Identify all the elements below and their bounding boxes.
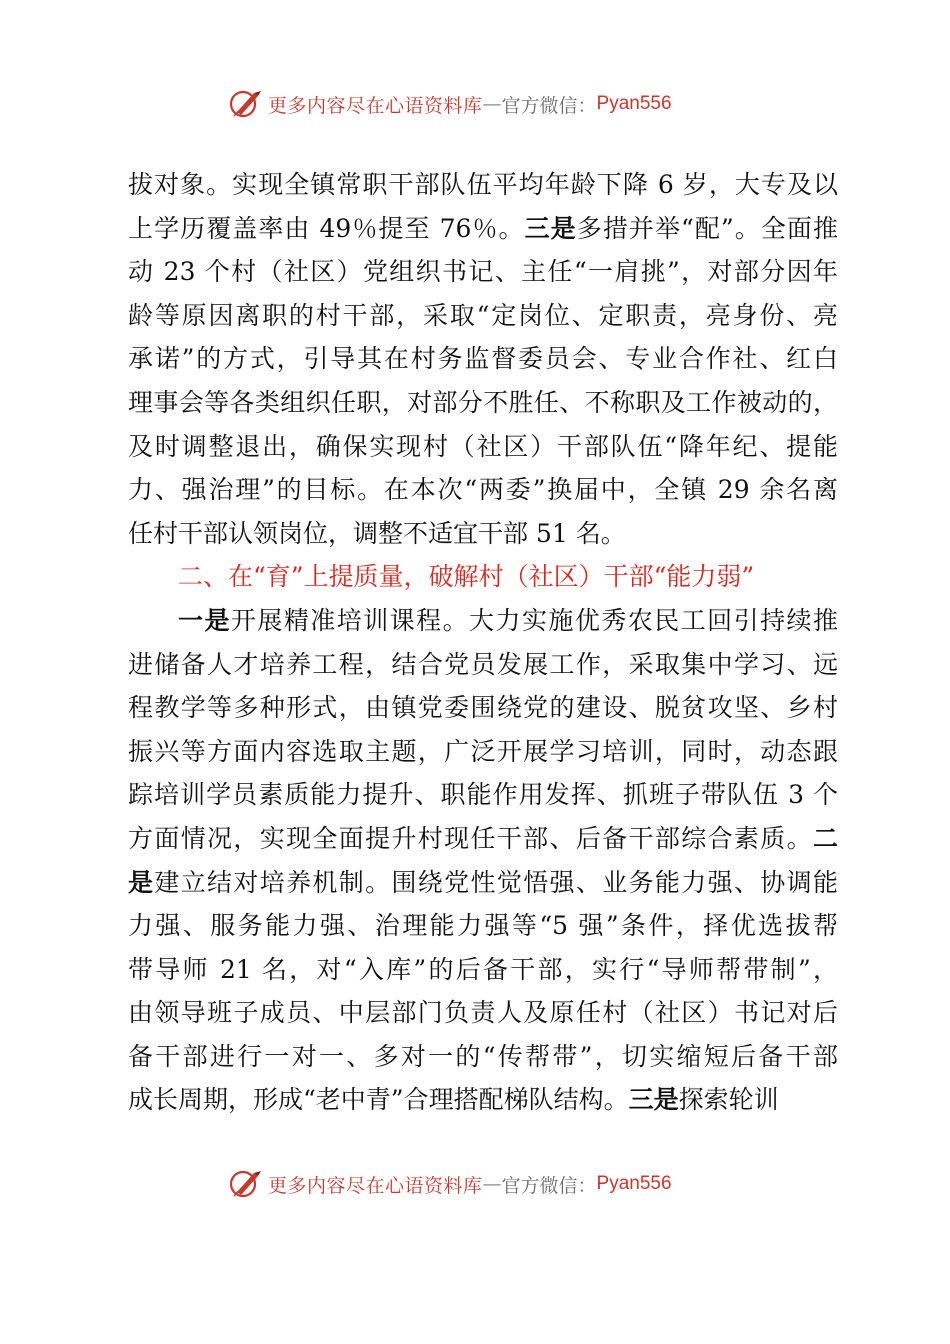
- text-segment: 开展精准培训课程。大力实施优秀农民工回引持续推: [230, 605, 838, 635]
- header-separator: —: [482, 93, 502, 115]
- text-line: [128, 468, 838, 512]
- document-body: [128, 163, 838, 1122]
- text-segment: 任村干部认领岗位，调整不适宜干部 51 名。: [128, 518, 626, 548]
- text-line: [128, 904, 838, 948]
- text-segment: 二、在“育”上提质量，破解村（社区）干部“能力弱”: [178, 562, 755, 592]
- text-segment: 龄等原因离职的村干部，采取“定岗位、定职责，亮身份、亮: [128, 300, 838, 330]
- text-line: [128, 599, 838, 643]
- text-segment: 及时调整退出，确保实现村（社区）干部队伍“降年纪、提能: [128, 431, 838, 461]
- footer-banner: [228, 1164, 748, 1204]
- text-line: [128, 381, 838, 425]
- text-segment: 上学历覆盖率由 49％提至 76％。: [128, 213, 525, 243]
- bold-lead-phrase: 二: [812, 823, 838, 853]
- text-line: [128, 1035, 838, 1079]
- text-line: [128, 948, 838, 992]
- header-wechat-label: 官方微信：: [501, 94, 597, 117]
- text-segment: 力、强治理”的目标。在本次“两委”换届中，全镇 29 余名离: [128, 475, 838, 505]
- text-line: [128, 817, 838, 861]
- text-segment: 备干部进行一对一、多对一的“传帮带”，切实缩短后备干部: [128, 1041, 838, 1071]
- text-segment: 动 23 个村（社区）党组织书记、主任“一肩挑”，对部分因年: [128, 257, 838, 287]
- text-line: [128, 163, 838, 207]
- text-segment: 拔对象。实现全镇常职干部队伍平均年龄下降 6 岁，大专及以: [128, 170, 838, 199]
- text-segment: 程教学等多种形式，由镇党委围绕党的建设、脱贫攻坚、乡村: [128, 693, 838, 723]
- text-line: [128, 1078, 838, 1122]
- text-segment: 方面情况，实现全面提升村现任干部、后备干部综合素质。: [128, 823, 813, 853]
- footer-wechat-id: Pyan556: [596, 1173, 672, 1194]
- text-line: [128, 294, 838, 338]
- text-line: [128, 425, 838, 469]
- bold-lead-phrase: 三是: [524, 213, 577, 243]
- text-line: [128, 861, 838, 905]
- bold-lead-phrase: 是: [128, 867, 155, 897]
- text-segment: 由领导班子成员、中层部门负责人及原任村（社区）书记对后: [128, 998, 838, 1028]
- text-segment: 振兴等方面内容选取主题，广泛开展学习培训，同时，动态跟: [128, 736, 838, 766]
- text-line: [128, 686, 838, 730]
- text-segment: 力强、服务能力强、治理能力强等“5 强”条件，择优选拔帮: [128, 911, 838, 941]
- header-banner: [228, 84, 748, 124]
- text-segment: 理事会等各类组织任职，对部分不胜任、不称职及工作被动的，: [128, 387, 838, 417]
- text-segment: 建立结对培养机制。围绕党性觉悟强、业务能力强、协调能: [154, 867, 838, 897]
- text-segment: 进储备人才培养工程，结合党员发展工作，采取集中学习、远: [128, 649, 838, 679]
- footer-brand-text: 更多内容尽在心语资料库: [268, 1174, 483, 1197]
- pen-logo-icon: [228, 86, 264, 122]
- text-segment: 踪培训学员素质能力提升、职能作用发挥、抓班子带队伍 3 个: [128, 780, 838, 810]
- bold-lead-phrase: 三是: [628, 1085, 679, 1115]
- header-wechat-id: Pyan556: [596, 93, 672, 114]
- text-segment: 承诺”的方式，引导其在村务监督委员会、专业合作社、红白: [128, 344, 838, 374]
- text-segment: 带导师 21 名，对“入库”的后备干部，实行“导师帮带制”，: [128, 954, 838, 984]
- text-line: [128, 643, 838, 687]
- text-line: [128, 337, 838, 381]
- pen-logo-icon: [228, 1166, 264, 1202]
- footer-wechat-label: 官方微信：: [501, 1174, 597, 1197]
- text-segment: 探索轮训: [678, 1085, 779, 1115]
- footer-separator: —: [482, 1173, 502, 1195]
- text-line: [128, 730, 838, 774]
- bold-lead-phrase: 一是: [178, 605, 231, 635]
- text-line: [128, 207, 838, 251]
- text-line: [128, 773, 838, 817]
- text-line: [128, 250, 838, 294]
- text-line: [128, 512, 838, 556]
- text-segment: 成长周期，形成“老中青”合理搭配梯队结构。: [128, 1085, 629, 1115]
- text-segment: 多措并举“配”。全面推: [576, 213, 838, 243]
- header-brand-text: 更多内容尽在心语资料库: [268, 94, 483, 117]
- section-heading: [128, 555, 838, 599]
- text-line: [128, 991, 838, 1035]
